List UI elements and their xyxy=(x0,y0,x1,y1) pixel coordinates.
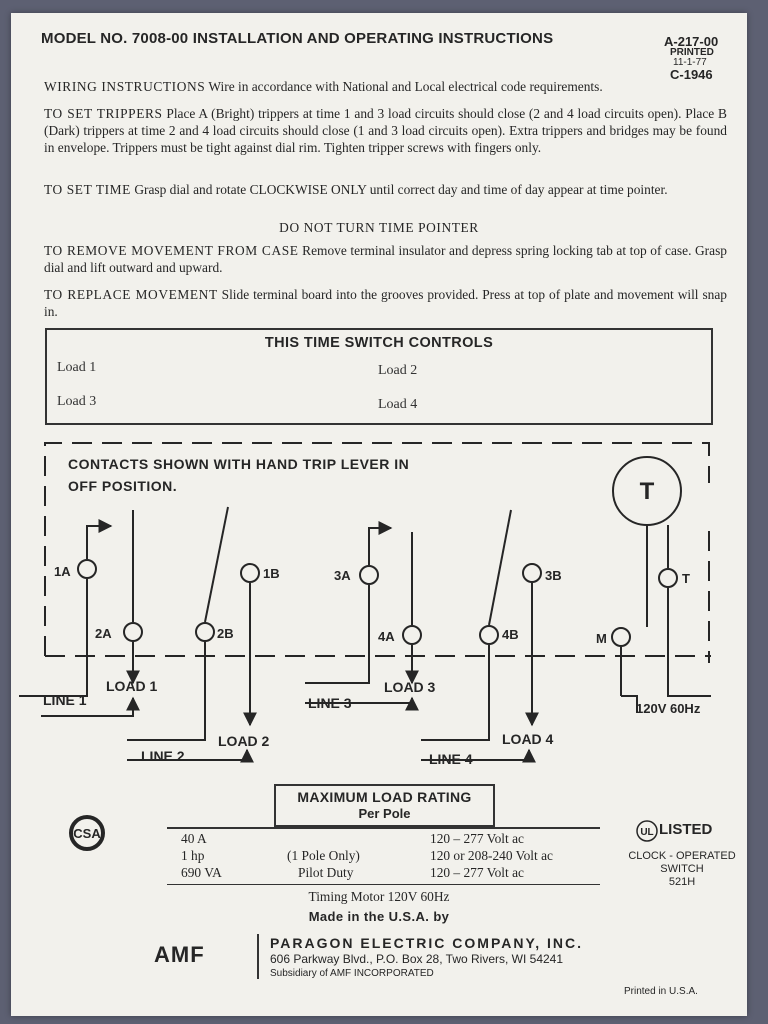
form-code: C-1946 xyxy=(670,67,713,82)
svg-text:AMF: AMF xyxy=(154,943,205,965)
label-load-4: LOAD 4 xyxy=(502,731,554,747)
rating-voltage-3: 120 – 277 Volt ac xyxy=(430,865,524,880)
printed-in-usa: Printed in U.S.A. xyxy=(624,986,698,997)
diagram-note-line2: OFF POSITION. xyxy=(68,478,178,494)
timing-motor: Timing Motor 120V 60Hz xyxy=(308,889,450,904)
rating-voltage-2: 120 or 208-240 Volt ac xyxy=(430,848,553,863)
label-1a: 1A xyxy=(54,564,71,579)
rating-note-3: Pilot Duty xyxy=(298,865,354,880)
instruction-sheet xyxy=(11,13,747,1016)
ul-logo xyxy=(635,819,659,843)
ul-clock-operated: CLOCK - OPERATED xyxy=(628,850,736,862)
diagram-note-line1: CONTACTS SHOWN WITH HAND TRIP LEVER IN xyxy=(68,456,410,472)
instruction-text: Remove terminal insulator and depress spring locking tab at top of case. Grasp dial and lift outward and upward. xyxy=(44,243,727,275)
instruction-text: Grasp dial and rotate CLOCKWISE ONLY until correct day and time of day appear at time pointer. xyxy=(134,182,668,197)
controls-load-1: Load 1 xyxy=(57,360,97,375)
instruction-lead: TO REPLACE MOVEMENT xyxy=(44,287,218,302)
controls-box-title: THIS TIME SWITCH CONTROLS xyxy=(264,335,494,351)
svg-text:CSA: CSA xyxy=(73,826,101,841)
document-number: A-217-00 xyxy=(664,34,719,49)
rating-divider xyxy=(167,827,600,829)
label-2b: 2B xyxy=(217,626,234,641)
csa-logo xyxy=(67,813,107,853)
rating-bottom-divider xyxy=(167,884,600,885)
company-address: 606 Parkway Blvd., P.O. Box 28, Two Rivers, WI 54241 xyxy=(270,952,564,966)
terminal-4b xyxy=(480,626,498,644)
printed-date: 11-1-77 xyxy=(673,57,707,68)
svg-text:UL: UL xyxy=(640,827,654,838)
amf-logo xyxy=(154,943,244,965)
instruction-text: Place A (Bright) trippers at time 1 and 3 load circuits should close (2 and 4 load circuits open). Place B (Dark) trippers at time 2 and 4 load circuits should close (1 and 3 load circuits open). Extra trippers and bridges may be found in envelope. Trippers must be tight against dial rim. Tighten tripper screws with fingers only. xyxy=(44,106,727,155)
terminal-1b xyxy=(241,564,259,582)
label-m: M xyxy=(596,631,607,646)
instruction-lead: TO REMOVE MOVEMENT FROM CASE xyxy=(44,243,299,258)
label-t: T xyxy=(682,571,690,586)
rating-value-1: 40 A xyxy=(181,831,207,846)
instruction-text: Slide terminal board into the grooves provided. Press at top of plate and movement will snap in. xyxy=(44,287,727,319)
document-title: MODEL NO. 7008-00 INSTALLATION AND OPERATING INSTRUCTIONS xyxy=(41,30,554,47)
enclosure-outline xyxy=(45,443,709,656)
label-line-2: LINE 2 xyxy=(141,748,185,764)
instruction-text: Wire in accordance with National and Local electrical code requirements. xyxy=(208,79,603,94)
label-1b: 1B xyxy=(263,566,280,581)
controls-load-3: Load 3 xyxy=(57,394,97,409)
rating-note-2: (1 Pole Only) xyxy=(287,848,360,863)
wiring-diagram xyxy=(11,13,747,783)
terminal-2a xyxy=(124,623,142,641)
terminal-t xyxy=(659,569,677,587)
timer-label: T xyxy=(639,478,655,505)
warning-time-pointer: DO NOT TURN TIME POINTER xyxy=(279,220,479,235)
label-load-1: LOAD 1 xyxy=(106,678,158,694)
label-line-3: LINE 3 xyxy=(308,695,352,711)
controls-load-2: Load 2 xyxy=(378,363,418,378)
label-4a: 4A xyxy=(378,629,395,644)
controls-load-4: Load 4 xyxy=(378,397,418,412)
company-subsidiary: Subsidiary of AMF INCORPORATED xyxy=(270,968,434,979)
max-load-rating-box xyxy=(274,784,495,827)
terminal-1a xyxy=(78,560,96,578)
label-3b: 3B xyxy=(545,568,562,583)
printed-label: PRINTED xyxy=(670,47,714,58)
instruction-lead: TO SET TIME xyxy=(44,182,131,197)
rating-value-3: 690 VA xyxy=(181,865,222,880)
instruction-lead: TO SET TRIPPERS xyxy=(44,106,163,121)
ul-switch: SWITCH xyxy=(660,863,704,875)
label-line-4: LINE 4 xyxy=(429,751,473,767)
label-2a: 2A xyxy=(95,626,112,641)
terminal-m xyxy=(612,628,630,646)
label-4b: 4B xyxy=(502,627,519,642)
rating-voltage-1: 120 – 277 Volt ac xyxy=(430,831,524,846)
terminal-3a xyxy=(360,566,378,584)
ul-file-number: 521H xyxy=(668,876,696,888)
terminal-2b xyxy=(196,623,214,641)
footer-divider xyxy=(257,934,259,979)
terminal-4a xyxy=(403,626,421,644)
rating-title: MAXIMUM LOAD RATING xyxy=(297,789,472,805)
rating-subtitle: Per Pole xyxy=(358,806,411,821)
rating-value-2: 1 hp xyxy=(181,848,205,863)
label-load-2: LOAD 2 xyxy=(218,733,270,749)
instruction-lead: WIRING INSTRUCTIONS xyxy=(44,79,206,94)
ul-listed-label: LISTED xyxy=(659,821,713,838)
made-in-usa: Made in the U.S.A. by xyxy=(308,909,450,924)
label-line-1: LINE 1 xyxy=(43,692,87,708)
label-power: 120V 60Hz xyxy=(636,701,701,716)
label-load-3: LOAD 3 xyxy=(384,679,436,695)
terminal-3b xyxy=(523,564,541,582)
label-3a: 3A xyxy=(334,568,351,583)
company-name: PARAGON ELECTRIC COMPANY, INC. xyxy=(270,935,584,951)
